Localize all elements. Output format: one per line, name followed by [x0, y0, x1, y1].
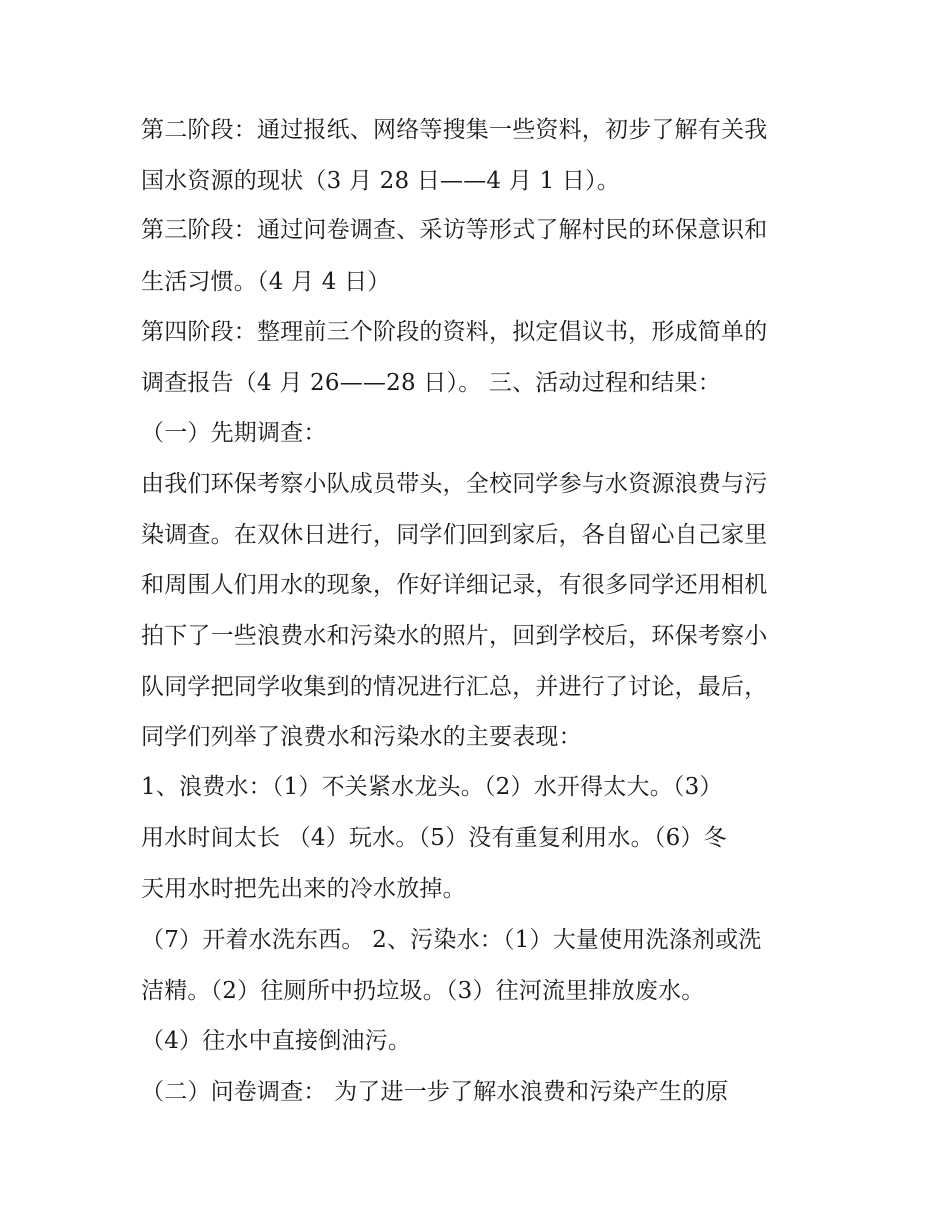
text-line: 由我们环保考察小队成员带头，全校同学参与水资源浪费与污: [141, 471, 768, 497]
text-line: 调查报告（4 月 26——28 日）。 三、活动过程和结果：: [141, 370, 721, 396]
text-line: 用水时间太长 （4）玩水。（5）没有重复利用水。（6）冬: [141, 825, 727, 851]
text-line: 天用水时把先出来的冷水放掉。: [141, 876, 466, 902]
text-line: 第三阶段：通过问卷调查、采访等形式了解村民的环保意识和: [141, 217, 768, 243]
text-line: 和周围人们用水的现象，作好详细记录，有很多同学还用相机: [141, 572, 768, 598]
text-line: 染调查。在双休日进行，同学们回到家后，各自留心自己家里: [141, 522, 768, 548]
section-heading: （二）问卷调查： 为了进一步了解水浪费和污染产生的原: [141, 1079, 729, 1105]
text-line: 第二阶段：通过报纸、网络等搜集一些资料，初步了解有关我: [141, 117, 768, 143]
text-line: 国水资源的现状（3 月 28 日——4 月 1 日）。: [141, 168, 620, 194]
text-line: 拍下了一些浪费水和污染水的照片，回到学校后，环保考察小: [141, 623, 768, 649]
text-line: 第四阶段：整理前三个阶段的资料，拟定倡议书，形成简单的: [141, 319, 768, 345]
text-line: 洁精。（2）往厕所中扔垃圾。（3）往河流里排放废水。: [141, 978, 705, 1004]
text-line: （4）往水中直接倒油污。: [141, 1028, 412, 1054]
text-line: 队同学把同学收集到的情况进行汇总，并进行了讨论，最后，: [141, 674, 768, 700]
text-line: （7）开着水洗东西。 2、污染水：（1）大量使用洗涤剂或洗: [141, 927, 762, 953]
section-heading: （一）先期调查：: [141, 420, 327, 446]
text-line: 1、浪费水：（1）不关紧水龙头。（2）水开得太大。（3）: [141, 774, 723, 800]
text-line: 同学们列举了浪费水和污染水的主要表现：: [141, 724, 582, 750]
text-line: 生活习惯。（4 月 4 日）: [141, 269, 391, 295]
